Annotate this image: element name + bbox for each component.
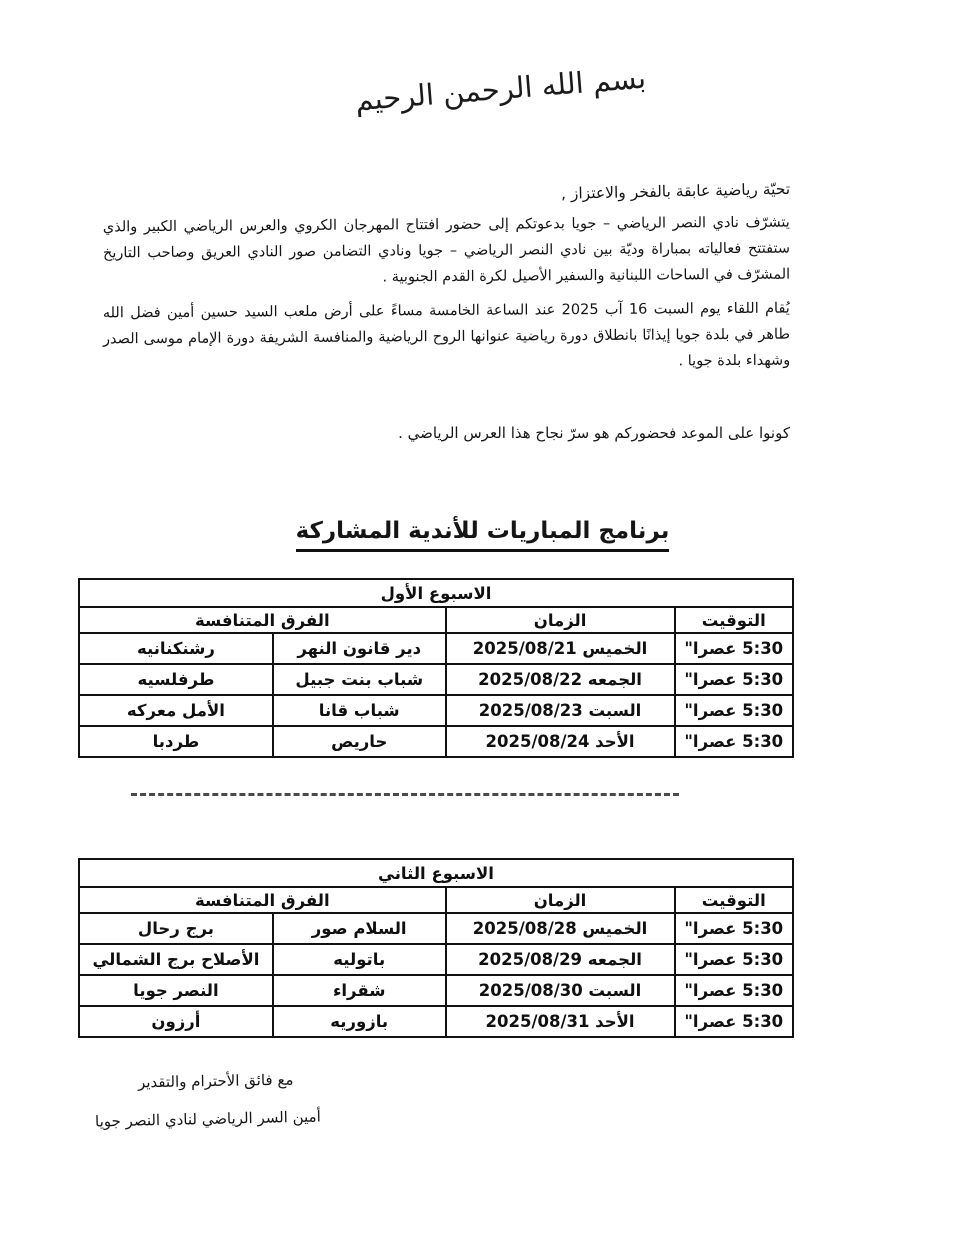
match-datetime: السبت 2025/08/23 [446,695,675,726]
team-left: برج رحال [79,913,273,944]
team-left: أرزون [79,1006,273,1037]
team-left: طردبا [79,726,273,757]
week1-title: الاسبوع الأول [79,579,793,607]
team-right: بازوريه [273,1006,446,1037]
signature-line: أمين السر الرياضي لنادي النصر جويا [94,1107,321,1131]
table-row [79,975,793,1006]
team-left: طرفلسيه [79,664,273,695]
closing-regards: مع فائق الأحترام والتقدير [137,1070,294,1092]
header-datetime: الزمان [446,887,675,913]
match-time: 5:30 عصرا" [675,944,793,975]
match-time: 5:30 عصرا" [675,695,793,726]
team-right: شقراء [273,975,446,1006]
attendance-line: كونوا على الموعد فحضوركم هو سرّ نجاح هذا العرس الرياضي . [398,424,790,442]
week2-title-row [79,859,793,887]
team-right: باتوليه [273,944,446,975]
header-teams: الفرق المتنافسة [79,887,446,913]
event-details-paragraph: يُقام اللقاء يوم السبت 16 آب 2025 عند الساعة الخامسة مساءً على أرض ملعب السيد حسين أمين فضل الله طاهر في بلدة جويا إيذانًا بانطلاق دورة رياضية عنوانها الروح الرياضية والمنافسة الشريفة دورة الإمام موسى الصدر وشهداء بلدة جويا . [102,300,791,370]
team-left: النصر جويا [79,975,273,1006]
match-datetime: الجمعه 2025/08/29 [446,944,675,975]
table-row [79,944,793,975]
match-datetime: الخميس 2025/08/28 [446,913,675,944]
match-time: 5:30 عصرا" [675,726,793,757]
table-row [79,633,793,664]
dashed-separator [131,793,679,796]
invitation-paragraph: يتشرّف نادي النصر الرياضي – جويا بدعوتكم إلى حضور افتتاح المهرجان الكروي والعرس الرياضي الكبير والذي ستفتتح فعالياته بمباراة وديّة بين نادي النصر الرياضي – جويا ونادي التضامن صور النادي العريق وصاحب التاريخ المشرّف في الساحات اللبنانية والسفير الأصيل لكرة القدم الجنوبية . [102,214,791,286]
week1-title-row [79,579,793,607]
schedule-title [0,518,965,552]
match-time: 5:30 عصرا" [675,975,793,1006]
team-right: شباب قانا [273,695,446,726]
match-datetime: الأحد 2025/08/24 [446,726,675,757]
week1-header-row [79,607,793,633]
greeting-line: تحيّة رياضية عابقة بالفخر والاعتزاز , [560,180,791,203]
team-left: الأصلاح برج الشمالي [79,944,273,975]
match-time: 5:30 عصرا" [675,1006,793,1037]
team-right: حاريص [273,726,446,757]
match-time: 5:30 عصرا" [675,913,793,944]
table-row [79,1006,793,1037]
week2-header-row [79,887,793,913]
header-time: التوقيت [675,607,793,633]
schedule-title-text: برنامج المباريات للأندية المشاركة [296,518,670,552]
match-time: 5:30 عصرا" [675,664,793,695]
header-teams: الفرق المتنافسة [79,607,446,633]
table-row [79,664,793,695]
header-datetime: الزمان [446,607,675,633]
table-row [79,726,793,757]
match-datetime: الخميس 2025/08/21 [446,633,675,664]
header-time: التوقيت [675,887,793,913]
match-datetime: السبت 2025/08/30 [446,975,675,1006]
match-datetime: الجمعه 2025/08/22 [446,664,675,695]
match-datetime: الأحد 2025/08/31 [446,1006,675,1037]
week1-schedule-table [78,578,794,758]
table-row [79,695,793,726]
team-left: الأمل معركه [79,695,273,726]
week2-title: الاسبوع الثاني [79,859,793,887]
team-left: رشنكنانيه [79,633,273,664]
team-right: السلام صور [273,913,446,944]
team-right: دير قانون النهر [273,633,446,664]
table-row [79,913,793,944]
team-right: شباب بنت جبيل [273,664,446,695]
week2-schedule-table [78,858,794,1038]
match-time: 5:30 عصرا" [675,633,793,664]
bismillah-heading: بسم الله الرحمن الرحيم [353,60,648,118]
